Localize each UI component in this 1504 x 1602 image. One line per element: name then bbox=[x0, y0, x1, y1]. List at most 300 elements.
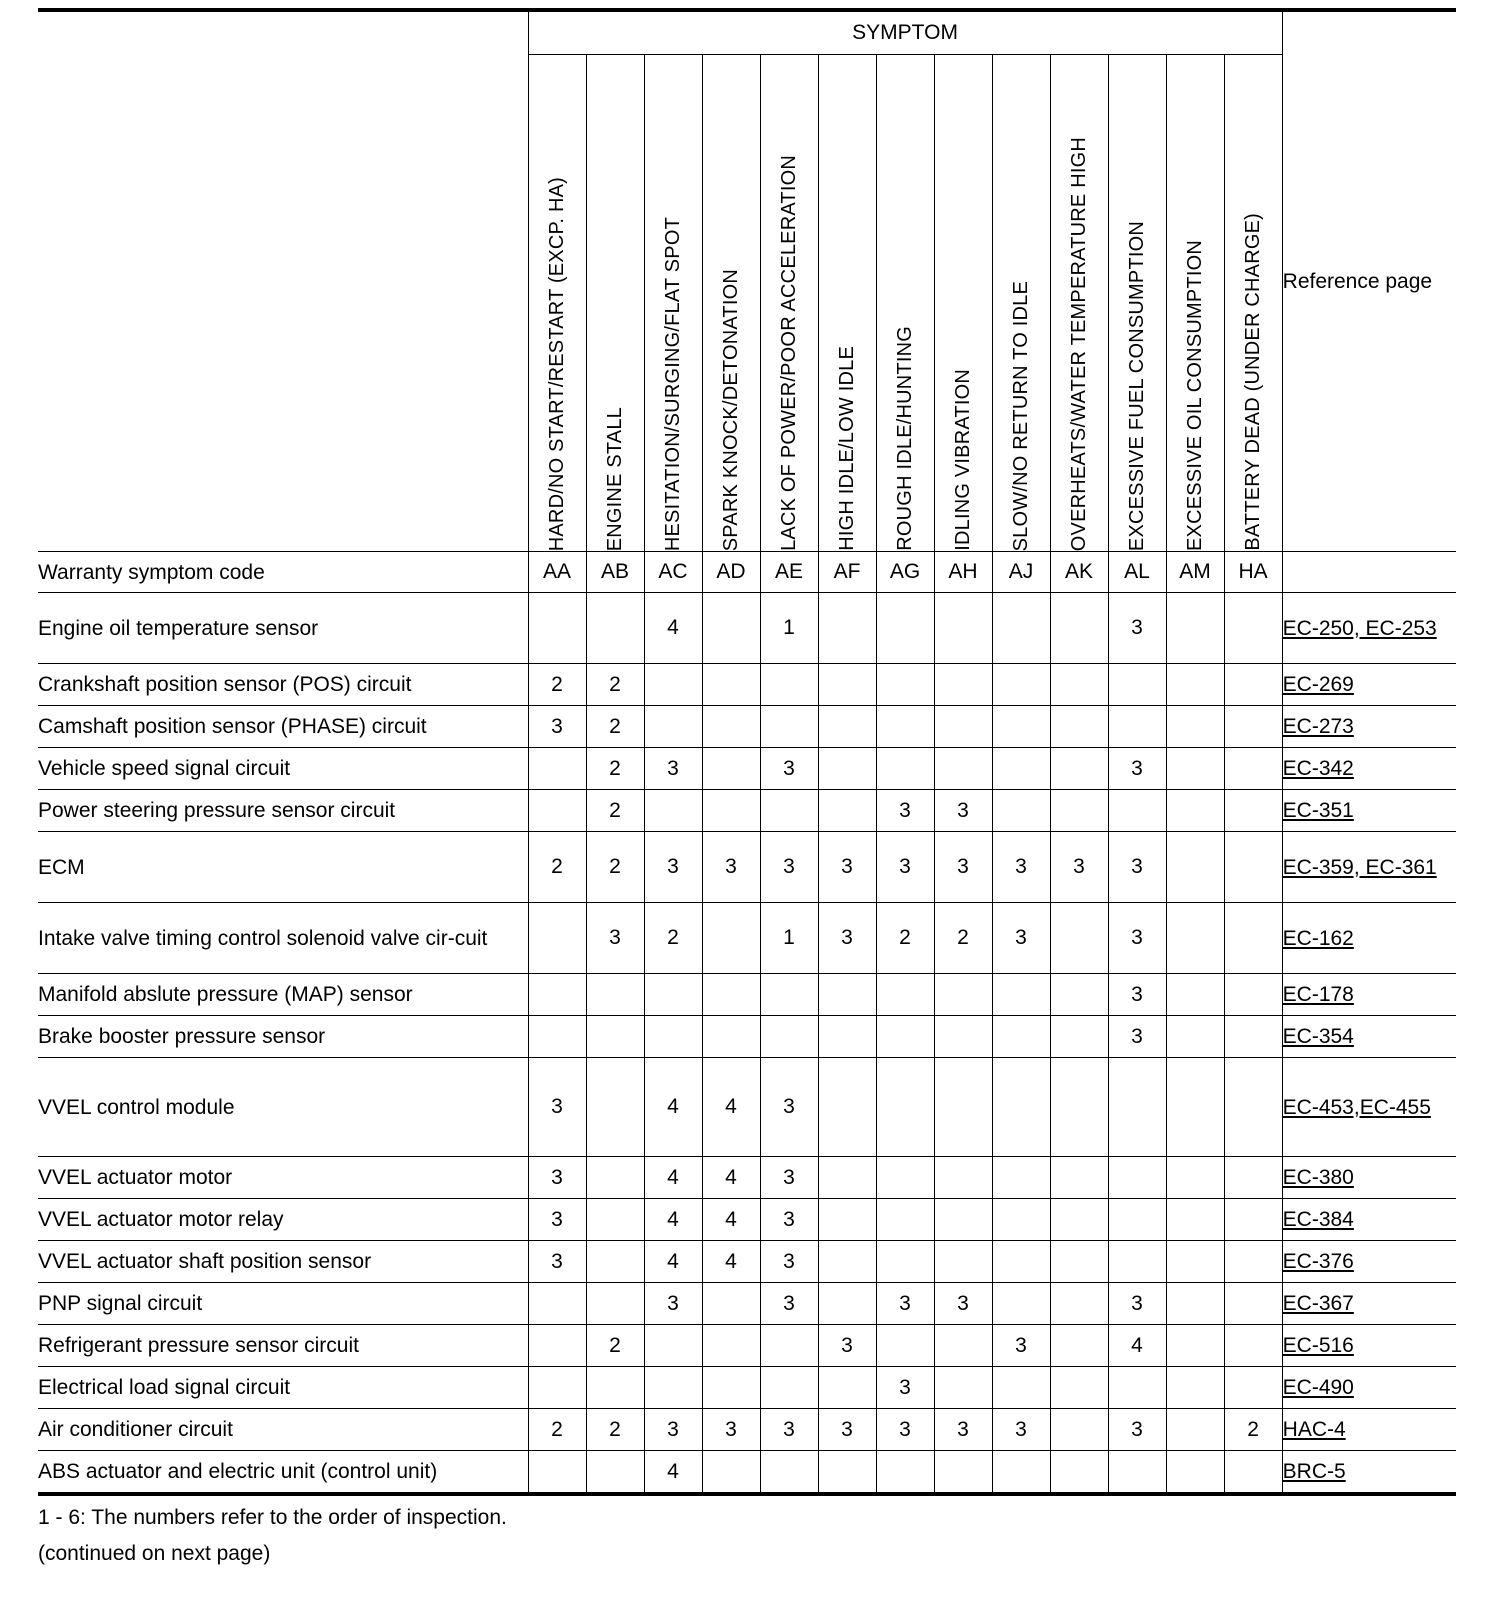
inspection-order-cell bbox=[992, 748, 1050, 790]
inspection-order-cell bbox=[992, 593, 1050, 664]
inspection-order-cell: 3 bbox=[876, 1367, 934, 1409]
inspection-order-cell: 4 bbox=[702, 1058, 760, 1157]
reference-page-link[interactable]: EC-490 bbox=[1282, 1376, 1354, 1399]
symptom-group-header: SYMPTOM bbox=[528, 10, 1282, 55]
inspection-order-cell bbox=[586, 1058, 644, 1157]
inspection-order-cell bbox=[1108, 706, 1166, 748]
component-label: VVEL actuator motor bbox=[38, 1157, 528, 1199]
inspection-order-cell bbox=[934, 1157, 992, 1199]
symptom-header-aa bbox=[528, 55, 586, 552]
inspection-order-cell: 3 bbox=[644, 748, 702, 790]
inspection-order-cell bbox=[818, 1241, 876, 1283]
reference-page-cell bbox=[1282, 974, 1456, 1016]
inspection-order-cell: 3 bbox=[934, 1283, 992, 1325]
symptom-header-ad bbox=[702, 55, 760, 552]
inspection-order-cell bbox=[1050, 1283, 1108, 1325]
inspection-order-cell bbox=[1050, 790, 1108, 832]
inspection-order-cell bbox=[934, 1058, 992, 1157]
inspection-order-cell: 3 bbox=[992, 832, 1050, 903]
reference-page-cell bbox=[1282, 1409, 1456, 1451]
table-row bbox=[38, 790, 1456, 832]
inspection-order-cell bbox=[528, 1325, 586, 1367]
reference-page-link[interactable]: EC-453,EC-455 bbox=[1282, 1095, 1431, 1119]
inspection-order-cell: 3 bbox=[644, 832, 702, 903]
inspection-order-cell: 2 bbox=[528, 664, 586, 706]
table-row bbox=[38, 832, 1456, 903]
inspection-order-cell bbox=[644, 790, 702, 832]
component-label: Intake valve timing control solenoid valve cir-cuit bbox=[38, 903, 528, 974]
inspection-order-cell bbox=[586, 1241, 644, 1283]
inspection-order-cell bbox=[760, 706, 818, 748]
inspection-order-cell bbox=[876, 1241, 934, 1283]
inspection-order-cell bbox=[1050, 664, 1108, 706]
inspection-order-cell: 2 bbox=[586, 790, 644, 832]
inspection-order-cell: 2 bbox=[586, 748, 644, 790]
reference-page-cell bbox=[1282, 664, 1456, 706]
warranty-code-row bbox=[38, 552, 1456, 593]
inspection-order-cell bbox=[1166, 1451, 1224, 1495]
inspection-order-cell: 3 bbox=[528, 706, 586, 748]
inspection-order-cell bbox=[1166, 832, 1224, 903]
inspection-order-cell bbox=[644, 1016, 702, 1058]
symptom-label: OVERHEATS/WATER TEMPERATURE HIGH bbox=[1067, 136, 1090, 551]
inspection-order-cell bbox=[1166, 1325, 1224, 1367]
inspection-order-cell bbox=[818, 1058, 876, 1157]
table-row bbox=[38, 1241, 1456, 1283]
symptom-code: AH bbox=[934, 552, 992, 593]
reference-page-cell bbox=[1282, 1451, 1456, 1495]
inspection-order-cell: 3 bbox=[1108, 1283, 1166, 1325]
reference-page-link[interactable]: EC-359, EC-361 bbox=[1282, 855, 1437, 879]
inspection-order-cell: 2 bbox=[586, 706, 644, 748]
inspection-order-cell bbox=[1050, 593, 1108, 664]
symptom-code: AB bbox=[586, 552, 644, 593]
symptom-header-al bbox=[1108, 55, 1166, 552]
inspection-order-cell bbox=[1224, 1058, 1282, 1157]
inspection-order-cell bbox=[1224, 974, 1282, 1016]
reference-page-cell bbox=[1282, 832, 1456, 903]
inspection-order-cell bbox=[818, 1283, 876, 1325]
symptom-header-ae bbox=[760, 55, 818, 552]
table-row bbox=[38, 1451, 1456, 1495]
inspection-order-cell: 3 bbox=[876, 1409, 934, 1451]
inspection-order-cell: 2 bbox=[586, 664, 644, 706]
inspection-order-cell bbox=[818, 1199, 876, 1241]
reference-page-cell bbox=[1282, 1325, 1456, 1367]
inspection-order-cell bbox=[992, 706, 1050, 748]
inspection-order-cell bbox=[1166, 664, 1224, 706]
inspection-order-cell bbox=[818, 1451, 876, 1495]
inspection-order-cell bbox=[992, 974, 1050, 1016]
symptom-header-am bbox=[1166, 55, 1224, 552]
inspection-order-cell bbox=[1166, 1157, 1224, 1199]
component-label: Camshaft position sensor (PHASE) circuit bbox=[38, 706, 528, 748]
reference-page-cell bbox=[1282, 1016, 1456, 1058]
inspection-order-cell: 1 bbox=[760, 593, 818, 664]
inspection-order-cell bbox=[644, 706, 702, 748]
inspection-order-cell bbox=[1050, 748, 1108, 790]
reference-page-cell bbox=[1282, 593, 1456, 664]
inspection-order-cell bbox=[528, 1016, 586, 1058]
inspection-order-cell: 3 bbox=[1108, 593, 1166, 664]
inspection-order-cell: 2 bbox=[586, 832, 644, 903]
inspection-order-cell bbox=[1224, 1016, 1282, 1058]
inspection-order-cell: 4 bbox=[644, 1058, 702, 1157]
inspection-order-cell: 3 bbox=[528, 1058, 586, 1157]
warranty-code-label: Warranty symptom code bbox=[38, 552, 528, 593]
inspection-order-cell: 3 bbox=[818, 1409, 876, 1451]
reference-page-link[interactable]: HAC-4 bbox=[1282, 1418, 1346, 1441]
inspection-order-cell: 3 bbox=[818, 903, 876, 974]
inspection-order-cell bbox=[934, 706, 992, 748]
inspection-order-cell: 4 bbox=[1108, 1325, 1166, 1367]
inspection-order-cell bbox=[818, 748, 876, 790]
component-label: VVEL actuator shaft position sensor bbox=[38, 1241, 528, 1283]
inspection-order-cell bbox=[1050, 1367, 1108, 1409]
inspection-order-cell: 3 bbox=[760, 1241, 818, 1283]
inspection-order-cell: 3 bbox=[934, 1409, 992, 1451]
inspection-order-cell bbox=[528, 974, 586, 1016]
inspection-order-cell bbox=[934, 1367, 992, 1409]
symptom-code: AE bbox=[760, 552, 818, 593]
inspection-order-cell bbox=[586, 1451, 644, 1495]
inspection-order-cell: 3 bbox=[1108, 1016, 1166, 1058]
inspection-order-cell bbox=[876, 593, 934, 664]
notes bbox=[38, 1500, 507, 1572]
inspection-order-cell: 2 bbox=[586, 1409, 644, 1451]
inspection-order-cell bbox=[1166, 1241, 1224, 1283]
inspection-order-cell bbox=[702, 706, 760, 748]
inspection-order-cell bbox=[1166, 1199, 1224, 1241]
inspection-order-cell: 3 bbox=[1050, 832, 1108, 903]
symptom-label: SPARK KNOCK/DETONATION bbox=[719, 268, 742, 551]
table-row bbox=[38, 706, 1456, 748]
inspection-order-cell: 3 bbox=[876, 832, 934, 903]
inspection-order-cell bbox=[702, 748, 760, 790]
symptom-header-aj bbox=[992, 55, 1050, 552]
reference-page-link[interactable]: EC-354 bbox=[1282, 1025, 1354, 1048]
inspection-order-cell: 3 bbox=[760, 1409, 818, 1451]
inspection-order-cell bbox=[1166, 1058, 1224, 1157]
inspection-order-cell bbox=[1108, 664, 1166, 706]
inspection-order-cell bbox=[1050, 1451, 1108, 1495]
inspection-order-cell bbox=[934, 1451, 992, 1495]
symptom-header-ab bbox=[586, 55, 644, 552]
symptom-code: AG bbox=[876, 552, 934, 593]
inspection-order-cell bbox=[818, 974, 876, 1016]
inspection-order-cell: 2 bbox=[586, 1325, 644, 1367]
inspection-order-cell bbox=[818, 1367, 876, 1409]
reference-page-link[interactable]: EC-376 bbox=[1282, 1250, 1354, 1273]
reference-page-cell bbox=[1282, 1199, 1456, 1241]
table-row bbox=[38, 1157, 1456, 1199]
symptom-label: BATTERY DEAD (UNDER CHARGE) bbox=[1241, 213, 1264, 551]
inspection-order-cell: 4 bbox=[702, 1241, 760, 1283]
inspection-order-cell bbox=[1224, 1451, 1282, 1495]
reference-page-link[interactable]: EC-342 bbox=[1282, 757, 1354, 780]
inspection-order-cell: 3 bbox=[818, 1325, 876, 1367]
component-label: Crankshaft position sensor (POS) circuit bbox=[38, 664, 528, 706]
inspection-order-cell bbox=[586, 1157, 644, 1199]
inspection-order-cell: 3 bbox=[818, 832, 876, 903]
component-label: Power steering pressure sensor circuit bbox=[38, 790, 528, 832]
inspection-order-cell bbox=[934, 593, 992, 664]
inspection-order-cell: 2 bbox=[934, 903, 992, 974]
table-row bbox=[38, 1367, 1456, 1409]
component-label: PNP signal circuit bbox=[38, 1283, 528, 1325]
reference-page-link[interactable]: EC-269 bbox=[1282, 673, 1354, 696]
reference-page-cell bbox=[1282, 706, 1456, 748]
inspection-order-cell: 2 bbox=[644, 903, 702, 974]
reference-page-link[interactable]: EC-178 bbox=[1282, 983, 1354, 1006]
inspection-order-cell bbox=[992, 1283, 1050, 1325]
inspection-order-cell bbox=[760, 1016, 818, 1058]
table-row bbox=[38, 593, 1456, 664]
symptom-label: SLOW/NO RETURN TO IDLE bbox=[1009, 280, 1032, 551]
inspection-order-cell bbox=[1050, 1241, 1108, 1283]
inspection-order-cell: 3 bbox=[992, 1325, 1050, 1367]
inspection-order-cell bbox=[1050, 974, 1108, 1016]
symptom-code: HA bbox=[1224, 552, 1282, 593]
inspection-order-cell: 3 bbox=[1108, 1409, 1166, 1451]
inspection-order-cell bbox=[1224, 1325, 1282, 1367]
continued-note: (continued on next page) bbox=[38, 1542, 271, 1565]
inspection-order-cell bbox=[1224, 748, 1282, 790]
inspection-order-cell bbox=[1050, 1409, 1108, 1451]
inspection-order-cell bbox=[1108, 1058, 1166, 1157]
inspection-order-cell bbox=[876, 1451, 934, 1495]
inspection-order-cell bbox=[1166, 974, 1224, 1016]
inspection-order-cell bbox=[760, 974, 818, 1016]
reference-page-link[interactable]: EC-351 bbox=[1282, 799, 1354, 822]
inspection-order-cell bbox=[528, 1451, 586, 1495]
inspection-order-cell bbox=[1108, 1451, 1166, 1495]
inspection-order-cell: 4 bbox=[644, 1241, 702, 1283]
reference-page-cell bbox=[1282, 790, 1456, 832]
inspection-order-cell bbox=[760, 664, 818, 706]
inspection-order-cell bbox=[1224, 1157, 1282, 1199]
symptom-header-af bbox=[818, 55, 876, 552]
inspection-order-cell bbox=[876, 664, 934, 706]
symptom-header-ag bbox=[876, 55, 934, 552]
reference-page-link[interactable]: EC-380 bbox=[1282, 1166, 1354, 1189]
inspection-order-cell: 2 bbox=[1224, 1409, 1282, 1451]
inspection-order-cell bbox=[586, 1367, 644, 1409]
reference-page-link[interactable]: EC-516 bbox=[1282, 1334, 1354, 1357]
reference-page-cell bbox=[1282, 1058, 1456, 1157]
inspection-order-cell bbox=[992, 1367, 1050, 1409]
inspection-order-cell bbox=[702, 1451, 760, 1495]
table-row bbox=[38, 748, 1456, 790]
inspection-order-cell bbox=[528, 903, 586, 974]
inspection-order-cell bbox=[818, 790, 876, 832]
table-row bbox=[38, 1325, 1456, 1367]
inspection-order-cell: 3 bbox=[1108, 903, 1166, 974]
inspection-order-cell bbox=[992, 1241, 1050, 1283]
inspection-order-cell: 4 bbox=[702, 1157, 760, 1199]
table-row bbox=[38, 1016, 1456, 1058]
reference-page-link[interactable]: BRC-5 bbox=[1282, 1460, 1346, 1483]
inspection-order-cell bbox=[1166, 748, 1224, 790]
inspection-order-cell bbox=[528, 1367, 586, 1409]
inspection-order-cell: 4 bbox=[644, 593, 702, 664]
inspection-order-cell bbox=[1224, 1199, 1282, 1241]
inspection-order-cell bbox=[1050, 706, 1108, 748]
inspection-order-cell: 3 bbox=[644, 1283, 702, 1325]
inspection-order-cell bbox=[760, 1367, 818, 1409]
inspection-order-cell bbox=[586, 1283, 644, 1325]
inspection-order-cell bbox=[702, 974, 760, 1016]
component-label: VVEL actuator motor relay bbox=[38, 1199, 528, 1241]
inspection-order-cell bbox=[1108, 1199, 1166, 1241]
symptom-label: LACK OF POWER/POOR ACCELERATION bbox=[777, 155, 800, 551]
inspection-order-cell: 2 bbox=[876, 903, 934, 974]
inspection-order-cell bbox=[934, 664, 992, 706]
inspection-order-cell: 2 bbox=[528, 832, 586, 903]
inspection-order-cell bbox=[586, 593, 644, 664]
inspection-order-cell bbox=[1050, 1016, 1108, 1058]
inspection-order-cell bbox=[1224, 706, 1282, 748]
inspection-order-cell bbox=[1166, 1409, 1224, 1451]
inspection-order-cell bbox=[702, 664, 760, 706]
inspection-order-cell bbox=[1050, 1157, 1108, 1199]
symptom-label: IDLING VIBRATION bbox=[951, 369, 974, 551]
inspection-order-cell bbox=[1166, 593, 1224, 664]
inspection-order-cell bbox=[644, 1325, 702, 1367]
reference-page-link[interactable]: EC-367 bbox=[1282, 1292, 1354, 1315]
inspection-order-cell bbox=[586, 1199, 644, 1241]
inspection-order-cell bbox=[702, 1367, 760, 1409]
table-row bbox=[38, 664, 1456, 706]
inspection-order-cell bbox=[528, 593, 586, 664]
inspection-order-cell bbox=[992, 790, 1050, 832]
reference-page-link[interactable]: EC-250, EC-253 bbox=[1282, 616, 1437, 640]
inspection-order-cell bbox=[934, 1241, 992, 1283]
component-label: ECM bbox=[38, 832, 528, 903]
reference-blank-cell bbox=[1282, 552, 1456, 593]
table-row bbox=[38, 1409, 1456, 1451]
symptom-header-ha bbox=[1224, 55, 1282, 552]
inspection-order-cell: 3 bbox=[702, 832, 760, 903]
corner-cell bbox=[38, 10, 528, 552]
inspection-order-cell: 3 bbox=[528, 1199, 586, 1241]
inspection-order-cell: 3 bbox=[586, 903, 644, 974]
inspection-order-cell bbox=[760, 790, 818, 832]
inspection-order-cell: 3 bbox=[876, 790, 934, 832]
inspection-order-cell bbox=[876, 1058, 934, 1157]
inspection-order-cell bbox=[818, 706, 876, 748]
table-row bbox=[38, 974, 1456, 1016]
inspection-order-cell bbox=[992, 1157, 1050, 1199]
inspection-order-cell bbox=[934, 974, 992, 1016]
inspection-order-cell bbox=[876, 1325, 934, 1367]
inspection-order-cell bbox=[702, 593, 760, 664]
inspection-order-cell bbox=[876, 1157, 934, 1199]
inspection-order-cell bbox=[644, 664, 702, 706]
inspection-order-cell bbox=[760, 1451, 818, 1495]
inspection-order-cell bbox=[1050, 903, 1108, 974]
inspection-order-cell: 4 bbox=[702, 1199, 760, 1241]
inspection-order-cell bbox=[992, 1199, 1050, 1241]
symptom-label: EXCESSIVE FUEL CONSUMPTION bbox=[1125, 220, 1148, 551]
inspection-order-cell bbox=[934, 1325, 992, 1367]
symptom-header-ah bbox=[934, 55, 992, 552]
reference-page-cell bbox=[1282, 1157, 1456, 1199]
symptom-code: AC bbox=[644, 552, 702, 593]
reference-page-link[interactable]: EC-162 bbox=[1282, 926, 1354, 950]
reference-page-link[interactable]: EC-273 bbox=[1282, 715, 1354, 738]
inspection-order-cell bbox=[1108, 1367, 1166, 1409]
symptom-code: AL bbox=[1108, 552, 1166, 593]
inspection-order-cell: 4 bbox=[644, 1451, 702, 1495]
inspection-order-cell bbox=[1166, 903, 1224, 974]
reference-page-link[interactable]: EC-384 bbox=[1282, 1208, 1354, 1231]
symptom-label: ENGINE STALL bbox=[603, 406, 626, 551]
inspection-order-cell bbox=[1050, 1325, 1108, 1367]
component-label: Vehicle speed signal circuit bbox=[38, 748, 528, 790]
symptom-label: HESITATION/SURGING/FLAT SPOT bbox=[661, 216, 684, 551]
symptom-code: AJ bbox=[992, 552, 1050, 593]
symptom-code: AM bbox=[1166, 552, 1224, 593]
table-row bbox=[38, 1283, 1456, 1325]
reference-page-cell bbox=[1282, 903, 1456, 974]
inspection-order-cell: 4 bbox=[644, 1157, 702, 1199]
inspection-order-cell bbox=[818, 593, 876, 664]
inspection-order-cell bbox=[992, 1058, 1050, 1157]
inspection-order-cell bbox=[992, 664, 1050, 706]
symptom-label: HIGH IDLE/LOW IDLE bbox=[835, 346, 858, 551]
symptom-header-ac bbox=[644, 55, 702, 552]
component-label: Engine oil temperature sensor bbox=[38, 593, 528, 664]
table-row bbox=[38, 903, 1456, 974]
symptom-code: AF bbox=[818, 552, 876, 593]
table-row bbox=[38, 1199, 1456, 1241]
inspection-order-cell: 1 bbox=[760, 903, 818, 974]
inspection-order-cell: 3 bbox=[992, 1409, 1050, 1451]
symptom-label: ROUGH IDLE/HUNTING bbox=[893, 326, 916, 551]
reference-page-cell bbox=[1282, 748, 1456, 790]
inspection-order-cell bbox=[992, 1451, 1050, 1495]
inspection-order-cell bbox=[876, 748, 934, 790]
component-label: Brake booster pressure sensor bbox=[38, 1016, 528, 1058]
inspection-order-cell bbox=[528, 790, 586, 832]
component-label: Manifold abslute pressure (MAP) sensor bbox=[38, 974, 528, 1016]
inspection-order-cell bbox=[1224, 1367, 1282, 1409]
inspection-order-cell bbox=[934, 748, 992, 790]
inspection-order-cell bbox=[876, 1199, 934, 1241]
inspection-order-cell: 4 bbox=[644, 1199, 702, 1241]
inspection-order-cell bbox=[1108, 1157, 1166, 1199]
inspection-order-cell bbox=[1224, 903, 1282, 974]
inspection-order-cell bbox=[876, 1016, 934, 1058]
reference-page-cell bbox=[1282, 1367, 1456, 1409]
symptom-table bbox=[38, 8, 1456, 1496]
component-label: ABS actuator and electric unit (control unit) bbox=[38, 1451, 528, 1495]
inspection-order-cell: 3 bbox=[1108, 974, 1166, 1016]
inspection-order-cell bbox=[586, 974, 644, 1016]
inspection-order-cell: 3 bbox=[528, 1241, 586, 1283]
reference-page-header bbox=[1282, 10, 1456, 552]
inspection-order-cell: 3 bbox=[934, 832, 992, 903]
inspection-order-cell bbox=[992, 1016, 1050, 1058]
inspection-order-cell: 2 bbox=[528, 1409, 586, 1451]
symptom-label: EXCESSIVE OIL CONSUMPTION bbox=[1183, 240, 1206, 551]
inspection-order-cell: 3 bbox=[760, 1199, 818, 1241]
inspection-order-cell bbox=[1224, 1283, 1282, 1325]
inspection-order-cell bbox=[1050, 1058, 1108, 1157]
component-label: VVEL control module bbox=[38, 1058, 528, 1157]
inspection-order-cell bbox=[528, 1283, 586, 1325]
